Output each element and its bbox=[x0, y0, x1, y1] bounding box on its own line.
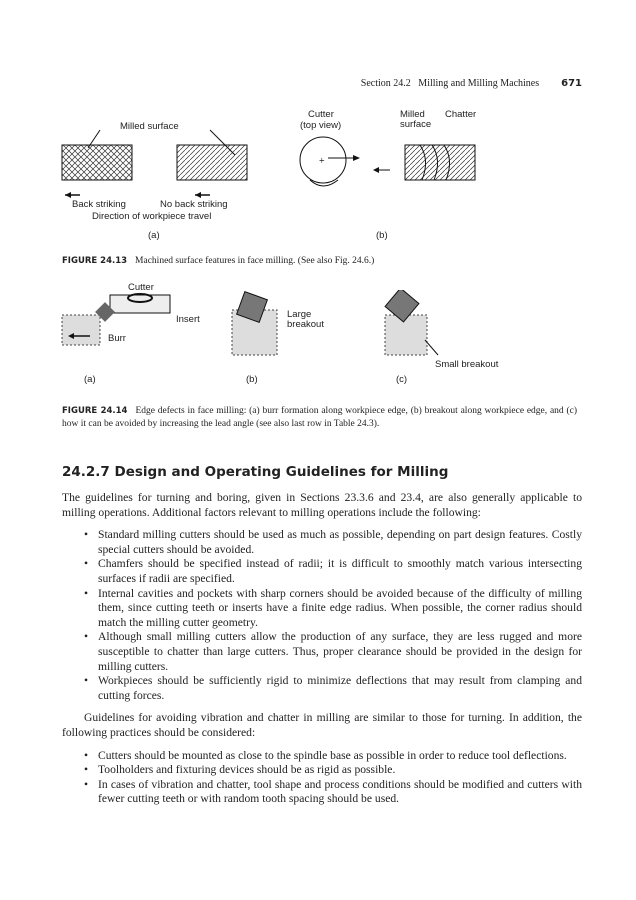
guidelines-list bbox=[62, 528, 582, 703]
intro-paragraph: The guidelines for turning and boring, given in Sections 23.3.6 and 23.4, are also generally applicable to milling operations. Additional factors relevant to milling operations include the following: bbox=[62, 491, 582, 519]
label-small-breakout: Small breakout bbox=[435, 359, 499, 370]
list-item: • In cases of vibration and chatter, tool shape and process conditions should be modified and cutters with fewer cutting teeth or with random tooth spacing should be used. bbox=[84, 778, 582, 807]
label-cutter-14: Cutter bbox=[128, 282, 154, 293]
label-c-14: (c) bbox=[396, 374, 408, 385]
label-no-back-striking: No back striking bbox=[160, 199, 228, 210]
label-milled: Milled bbox=[400, 109, 425, 120]
figure-24-14-caption bbox=[62, 405, 577, 431]
vibration-paragraph: Guidelines for avoiding vibration and chatter in milling are similar to those for turning. In addition, the following practices should be considered: bbox=[62, 711, 582, 739]
label-direction: Direction of workpiece travel bbox=[92, 211, 212, 222]
label-chatter: Chatter bbox=[445, 109, 477, 120]
label-large: Large bbox=[287, 309, 312, 320]
label-breakout: breakout bbox=[287, 319, 324, 330]
practices-list bbox=[62, 749, 582, 807]
label-top-view: (top view) bbox=[300, 120, 342, 131]
page-number: 671 bbox=[561, 78, 582, 89]
svg-text:+: + bbox=[319, 156, 325, 167]
list-item: • Cutters should be mounted as close to the spindle base as possible in order to reduce tool deflections. bbox=[84, 749, 582, 764]
list-item: • Toolholders and fixturing devices should be as rigid as possible. bbox=[84, 763, 582, 778]
section-heading: 24.2.7 Design and Operating Guidelines for Milling bbox=[62, 464, 449, 480]
caption-text: Edge defects in face milling: (a) burr formation along workpiece edge, (b) breakout along workpiece edge, and (c) how it can be avoided by increasing the lead angle (see also last row in Table 24.3). bbox=[62, 406, 577, 429]
header-title: Milling and Milling Machines bbox=[418, 78, 540, 89]
label-back-striking: Back striking bbox=[72, 199, 126, 210]
caption-number: FIGURE 24.13 bbox=[62, 256, 128, 266]
list-item: • Although small milling cutters allow the production of any surface, they are less rugged and more susceptible to chatter than large cutters. Thus, proper clearance should be provided in the design for milling cutters. bbox=[84, 630, 582, 674]
label-a-14: (a) bbox=[84, 374, 96, 385]
list-item: • Workpieces should be sufficiently rigid to minimize deflections that may result from clamping and cutting forces. bbox=[84, 674, 582, 703]
label-a: (a) bbox=[148, 230, 160, 241]
label-milled-surface: Milled surface bbox=[120, 121, 179, 132]
section-number: Section 24.2 bbox=[360, 78, 411, 89]
list-item: • Standard milling cutters should be used as much as possible, depending on part design features. Costly special cutters should be avoided. bbox=[84, 528, 582, 557]
label-insert: Insert bbox=[176, 314, 200, 325]
caption-number: FIGURE 24.14 bbox=[62, 406, 128, 416]
label-cutter: Cutter bbox=[308, 109, 334, 120]
label-b-14: (b) bbox=[246, 374, 258, 385]
figure-24-14-drawing bbox=[60, 290, 500, 380]
body-text bbox=[62, 491, 582, 815]
label-surface: surface bbox=[400, 119, 432, 130]
caption-text: Machined surface features in face milling. (See also Fig. 24.6.) bbox=[135, 256, 375, 266]
list-item: • Chamfers should be specified instead of radii; it is difficult to smoothly match various intersecting surfaces if radii are specified. bbox=[84, 557, 582, 586]
label-b: (b) bbox=[376, 230, 388, 241]
list-item: • Internal cavities and pockets with sharp corners should be avoided because of the difficulty of milling them, since cutting teeth or inserts have a finite edge radius. When possible, the corner radius should match the milling cutter geometry. bbox=[84, 587, 582, 631]
figure-24-13-caption bbox=[62, 255, 577, 268]
running-header bbox=[361, 78, 582, 89]
label-burr: Burr bbox=[108, 333, 126, 344]
